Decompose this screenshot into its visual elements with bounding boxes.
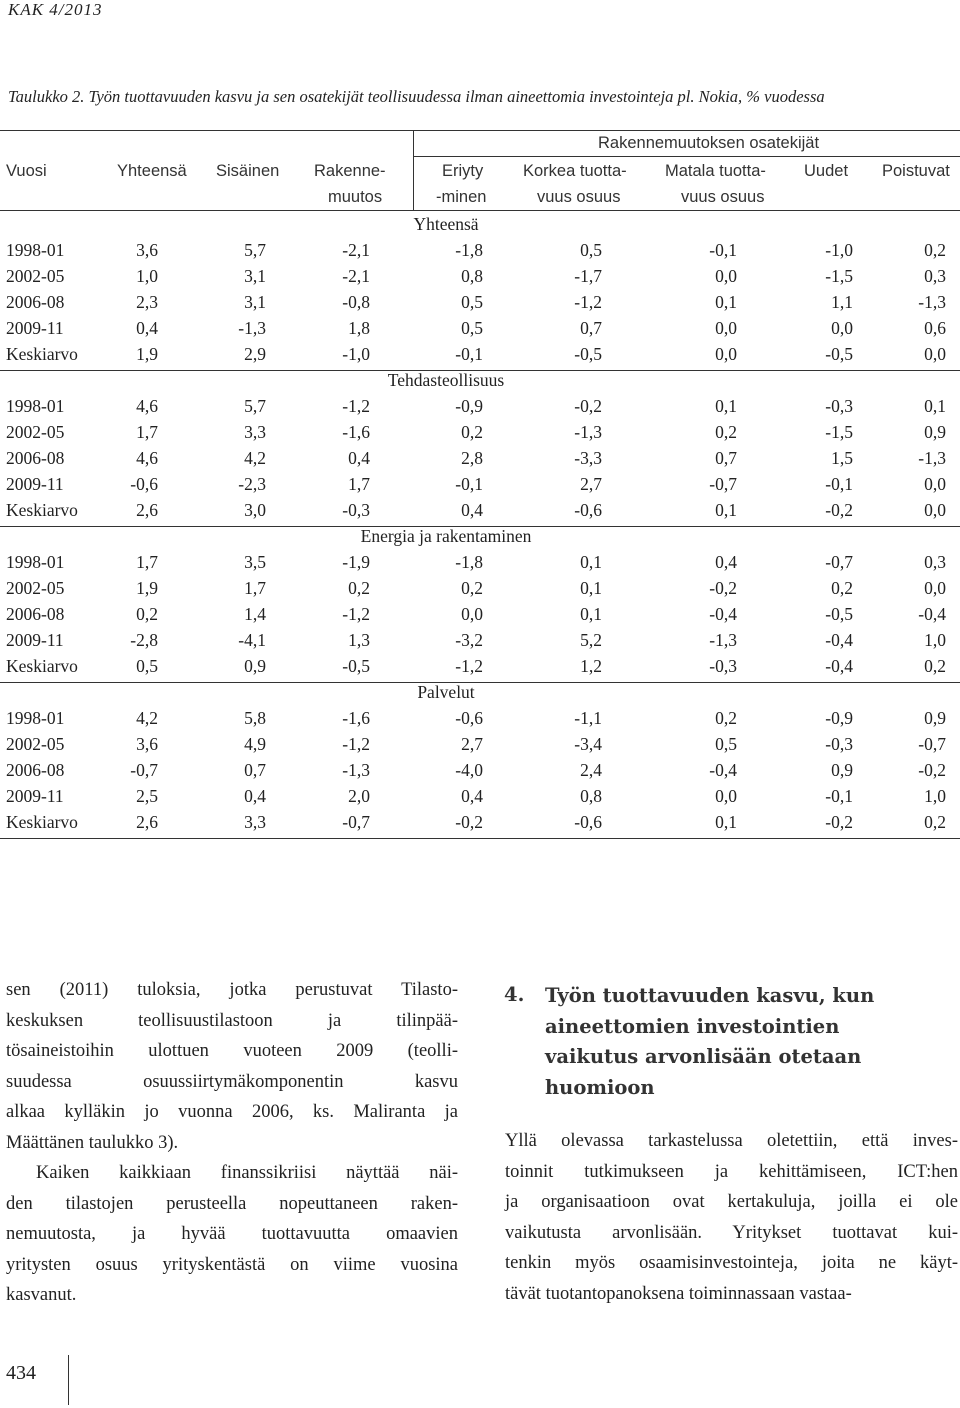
table-cell: 0,2 — [461, 578, 483, 598]
table-cell: -0,5 — [825, 604, 853, 624]
header-divider — [413, 130, 414, 210]
table-cell: -0,1 — [825, 786, 853, 806]
section-title: Energia ja rakentaminen — [360, 526, 532, 546]
table-cell: 1,9 — [136, 344, 158, 364]
text-line: toinnit tutkimukseen ja kehittämiseen, ICT:hen — [505, 1161, 958, 1182]
table-cell: 5,2 — [580, 630, 602, 650]
table-cell: -0,5 — [574, 344, 602, 364]
table-cell: 0,9 — [244, 656, 266, 676]
section-title: Tehdasteollisuus — [387, 370, 505, 390]
table-cell: -0,4 — [825, 630, 853, 650]
table-cell: 0,8 — [580, 786, 602, 806]
table-cell: 2,6 — [136, 812, 158, 832]
table-cell: 0,0 — [715, 786, 737, 806]
table-cell: 1,7 — [136, 422, 158, 442]
text-line: yritysten osuus yrityskentästä on viime vuosina — [6, 1254, 458, 1275]
table-cell: 0,1 — [924, 396, 946, 416]
right-text-column — [505, 1126, 958, 1309]
table-cell: 3,6 — [136, 734, 158, 754]
section-number: 4. — [504, 983, 525, 1006]
row-label: 2002-05 — [6, 578, 65, 598]
table-cell: -1,0 — [825, 240, 853, 260]
table-cell: 0,2 — [348, 578, 370, 598]
table-cell: 0,2 — [715, 708, 737, 728]
section-heading — [545, 981, 960, 1103]
row-label: 2002-05 — [6, 734, 65, 754]
table-cell: 1,1 — [831, 292, 853, 312]
table-cell: -0,4 — [709, 760, 737, 780]
table-cell: -2,8 — [130, 630, 158, 650]
text-line: vaikutusta arvonlisään. Yritykset tuottavat kui- — [505, 1222, 958, 1243]
table-cell: -4,1 — [238, 630, 266, 650]
table-cell: 0,4 — [348, 448, 370, 468]
table-cell: 5,7 — [244, 396, 266, 416]
table-cell: 2,5 — [136, 786, 158, 806]
table-cell: 1,5 — [831, 448, 853, 468]
text-line: nemuutosta, ja hyvää tuottavuutta omaavien — [6, 1224, 458, 1244]
section-rule — [0, 838, 960, 839]
table-cell: 0,6 — [924, 318, 946, 338]
table-cell: 3,3 — [244, 812, 266, 832]
text-line: ja organisaatioon ovat kertakuluja, joilla ei ole — [505, 1192, 958, 1212]
row-label: 2006-08 — [6, 448, 65, 468]
table-cell: -1,3 — [238, 318, 266, 338]
row-label: Keskiarvo — [6, 812, 78, 832]
table-top-rule — [0, 130, 960, 131]
table-cell: -1,2 — [342, 734, 370, 754]
table-cell: 0,4 — [244, 786, 266, 806]
col-sisainen: Sisäinen — [216, 162, 280, 180]
table-cell: 0,1 — [715, 500, 737, 520]
table-cell: 3,1 — [244, 266, 266, 286]
table-cell: 2,9 — [244, 344, 266, 364]
row-label: 2009-11 — [6, 630, 64, 650]
table-cell: 0,2 — [715, 422, 737, 442]
table-cell: -1,9 — [342, 552, 370, 572]
table-cell: -0,2 — [918, 760, 946, 780]
text-line: tävät tuotantopanoksena toiminnassaan vastaa- — [505, 1283, 852, 1304]
row-label: Keskiarvo — [6, 344, 78, 364]
row-label: Keskiarvo — [6, 500, 78, 520]
table-cell: -1,5 — [825, 422, 853, 442]
table-cell: 3,3 — [244, 422, 266, 442]
table-cell: 0,1 — [580, 552, 602, 572]
table-cell: 2,4 — [580, 760, 602, 780]
table-cell: 3,1 — [244, 292, 266, 312]
table-cell: -1,5 — [825, 266, 853, 286]
text-line: Kaiken kaikkiaan finanssikriisi näyttää näi- — [36, 1163, 458, 1183]
table-cell: -1,2 — [342, 604, 370, 624]
table-cell: 1,0 — [924, 630, 946, 650]
page-number-rule — [68, 1355, 69, 1405]
table-cell: 1,0 — [136, 266, 158, 286]
table-cell: 4,2 — [244, 448, 266, 468]
table-cell: 4,6 — [136, 396, 158, 416]
table-cell: -4,0 — [455, 760, 483, 780]
table-cell: 0,4 — [136, 318, 158, 338]
table-cell: -0,3 — [709, 656, 737, 676]
table-cell: 0,7 — [580, 318, 602, 338]
row-label: 2009-11 — [6, 786, 64, 806]
table-cell: -0,1 — [709, 240, 737, 260]
page-number: 434 — [6, 1362, 36, 1384]
table-cell: -2,3 — [238, 474, 266, 494]
table-cell: 2,6 — [136, 500, 158, 520]
table-cell: 2,8 — [461, 448, 483, 468]
table-cell: -1,1 — [574, 708, 602, 728]
table-cell: -1,2 — [574, 292, 602, 312]
table-cell: -0,6 — [574, 500, 602, 520]
table-cell: -2,1 — [342, 266, 370, 286]
table-cell: -0,6 — [130, 474, 158, 494]
table-cell: -0,2 — [825, 812, 853, 832]
text-line: keskuksen teollisuustilastoon ja tilinpää- — [6, 1010, 458, 1031]
table-cell: 0,8 — [461, 266, 483, 286]
table-cell: 0,9 — [924, 708, 946, 728]
table-cell: -0,4 — [709, 604, 737, 624]
table-cell: -1,3 — [709, 630, 737, 650]
table-cell: 0,4 — [461, 500, 483, 520]
table-cell: 0,1 — [580, 604, 602, 624]
table-cell: 0,5 — [461, 318, 483, 338]
col-uudet: Uudet — [804, 162, 849, 180]
table-cell: -0,7 — [709, 474, 737, 494]
table-cell: -0,7 — [918, 734, 946, 754]
table-cell: -0,2 — [455, 812, 483, 832]
table-cell: -0,6 — [455, 708, 483, 728]
table-cell: 2,0 — [348, 786, 370, 806]
table-cell: 0,1 — [715, 396, 737, 416]
group-header-rule — [413, 156, 960, 157]
table-cell: -3,2 — [455, 630, 483, 650]
table-cell: 0,1 — [715, 292, 737, 312]
col-matala-line2: vuus osuus — [681, 188, 765, 206]
col-matala-line1: Matala tuotta- — [665, 162, 766, 180]
table-cell: 0,0 — [715, 344, 737, 364]
table-cell: 4,6 — [136, 448, 158, 468]
col-eriyty-line2: -minen — [436, 188, 487, 206]
table-cell: 1,7 — [348, 474, 370, 494]
table-cell: 1,4 — [244, 604, 266, 624]
table-cell: 0,7 — [244, 760, 266, 780]
table-cell: 0,2 — [924, 240, 946, 260]
table-cell: 0,0 — [924, 474, 946, 494]
table-cell: -0,5 — [342, 656, 370, 676]
table-cell: -1,3 — [918, 448, 946, 468]
table-cell: 3,6 — [136, 240, 158, 260]
row-label: 2002-05 — [6, 422, 65, 442]
table-cell: -0,1 — [455, 344, 483, 364]
section-title: Palvelut — [417, 682, 475, 702]
heading-line: aineettomien investointien — [545, 1014, 840, 1038]
row-label: 1998-01 — [6, 240, 65, 260]
table-cell: 0,5 — [580, 240, 602, 260]
left-paragraph-1 — [6, 975, 458, 1158]
table-cell: -0,2 — [709, 578, 737, 598]
table-cell: -1,3 — [574, 422, 602, 442]
table-cell: 1,7 — [244, 578, 266, 598]
table-cell: 4,9 — [244, 734, 266, 754]
table-cell: 1,3 — [348, 630, 370, 650]
table-cell: 0,3 — [924, 552, 946, 572]
row-label: 1998-01 — [6, 552, 65, 572]
table-cell: 0,0 — [715, 318, 737, 338]
col-korkea-line2: vuus osuus — [537, 188, 621, 206]
table-cell: -1,3 — [342, 760, 370, 780]
table-cell: 1,0 — [924, 786, 946, 806]
row-label: 2006-08 — [6, 292, 65, 312]
col-vuosi: Vuosi — [6, 162, 47, 180]
table-cell: 3,0 — [244, 500, 266, 520]
table-cell: -0,5 — [825, 344, 853, 364]
table-cell: -0,2 — [825, 500, 853, 520]
text-line: Yllä olevassa tarkastelussa oletettiin, että inves- — [505, 1131, 958, 1151]
table-cell: -1,8 — [455, 240, 483, 260]
row-label: 1998-01 — [6, 396, 65, 416]
col-yhteensa: Yhteensä — [117, 162, 187, 180]
heading-line: Työn tuottavuuden kasvu, kun — [545, 984, 875, 1007]
text-line: tösaineistoihin ulottuen vuoteen 2009 (teolli- — [6, 1041, 458, 1061]
row-label: 2009-11 — [6, 318, 64, 338]
table-cell: 0,2 — [461, 422, 483, 442]
table-cell: 0,0 — [831, 318, 853, 338]
table-cell: 0,0 — [924, 578, 946, 598]
table-cell: 1,7 — [136, 552, 158, 572]
table-cell: 0,7 — [715, 448, 737, 468]
table-cell: -0,3 — [825, 396, 853, 416]
row-label: 1998-01 — [6, 708, 65, 728]
table-cell: 0,0 — [461, 604, 483, 624]
table-cell: 0,2 — [136, 604, 158, 624]
table-caption: Taulukko 2. Työn tuottavuuden kasvu ja sen osatekijät teollisuudessa ilman aineettomia investointeja pl. Nokia, % vuodessa — [8, 87, 825, 106]
group-header: Rakennemuutoksen osatekijät — [598, 134, 820, 152]
table-cell: 0,5 — [136, 656, 158, 676]
row-label: 2006-08 — [6, 604, 65, 624]
table-cell: -3,3 — [574, 448, 602, 468]
table-cell: 5,8 — [244, 708, 266, 728]
text-line: tenkin myös osaamisinvestointeja, joita ne käyt- — [505, 1253, 958, 1273]
text-line: Määttänen taulukko 3). — [6, 1132, 179, 1153]
table-cell: 1,2 — [580, 656, 602, 676]
section-title: Yhteensä — [413, 214, 479, 234]
table-cell: -1,6 — [342, 422, 370, 442]
table-cell: -1,8 — [455, 552, 483, 572]
table-cell: 2,7 — [580, 474, 602, 494]
table-cell: 0,5 — [715, 734, 737, 754]
table-cell: -0,3 — [825, 734, 853, 754]
table-cell: 0,0 — [924, 344, 946, 364]
header-bottom-rule — [0, 210, 960, 211]
row-label: Keskiarvo — [6, 656, 78, 676]
text-line: den tilastojen perusteella nopeuttaneen raken- — [6, 1193, 458, 1214]
table-cell: -0,3 — [342, 500, 370, 520]
table-cell: -0,8 — [342, 292, 370, 312]
left-text-column — [6, 975, 458, 1311]
table-cell: -1,7 — [574, 266, 602, 286]
table-cell: 0,4 — [715, 552, 737, 572]
text-line: kasvanut. — [6, 1285, 77, 1305]
table-cell: 0,4 — [461, 786, 483, 806]
table-cell: -0,7 — [342, 812, 370, 832]
col-eriyty-line1: Eriyty — [442, 162, 484, 180]
table-cell: 0,5 — [461, 292, 483, 312]
table-cell: 1,9 — [136, 578, 158, 598]
table-cell: 0,3 — [924, 266, 946, 286]
text-line: suudessa osuussiirtymäkomponentin kasvu — [6, 1071, 458, 1092]
table-cell: 0,9 — [924, 422, 946, 442]
table-cell: 4,2 — [136, 708, 158, 728]
text-line: sen (2011) tuloksia, jotka perustuvat Tilasto- — [6, 980, 458, 1000]
table-cell: 0,0 — [924, 500, 946, 520]
section-rule — [0, 682, 960, 683]
table-cell: -0,4 — [825, 656, 853, 676]
table-cell: -1,0 — [342, 344, 370, 364]
col-rakenne-line2: muutos — [328, 188, 383, 206]
table-cell: 0,1 — [715, 812, 737, 832]
table-cell: -0,4 — [918, 604, 946, 624]
row-label: 2002-05 — [6, 266, 65, 286]
left-paragraph-2 — [6, 1158, 458, 1311]
running-head: KAK 4/2013 — [8, 0, 103, 19]
table-cell: 0,1 — [580, 578, 602, 598]
col-rakenne-line1: Rakenne- — [314, 162, 386, 180]
table-cell: -0,9 — [825, 708, 853, 728]
table-cell: -0,1 — [455, 474, 483, 494]
table-cell: 0,2 — [924, 656, 946, 676]
table-cell: -1,2 — [342, 396, 370, 416]
col-korkea-line1: Korkea tuotta- — [523, 162, 627, 180]
table-cell: -0,1 — [825, 474, 853, 494]
col-poistuvat: Poistuvat — [882, 162, 950, 180]
table-cell: 3,5 — [244, 552, 266, 572]
table-cell: -1,6 — [342, 708, 370, 728]
row-label: 2006-08 — [6, 760, 65, 780]
table-cell: -2,1 — [342, 240, 370, 260]
right-paragraph-1 — [505, 1126, 958, 1309]
heading-line: vaikutus arvonlisään otetaan — [545, 1045, 862, 1068]
table-cell: -0,6 — [574, 812, 602, 832]
heading-line: huomioon — [545, 1075, 655, 1099]
row-label: 2009-11 — [6, 474, 64, 494]
table-cell: -3,4 — [574, 734, 602, 754]
table-cell: -0,2 — [574, 396, 602, 416]
text-line: alkaa kylläkin jo vuonna 2006, ks. Maliranta ja — [6, 1102, 458, 1122]
table-cell: 2,3 — [136, 292, 158, 312]
table-cell: 2,7 — [461, 734, 483, 754]
table-cell: 0,0 — [715, 266, 737, 286]
table-cell: 0,2 — [831, 578, 853, 598]
table-cell: -0,9 — [455, 396, 483, 416]
table-cell: 0,9 — [831, 760, 853, 780]
table-cell: -1,2 — [455, 656, 483, 676]
table-cell: 1,8 — [348, 318, 370, 338]
table-cell: 5,7 — [244, 240, 266, 260]
table-cell: -1,3 — [918, 292, 946, 312]
table-cell: -0,7 — [130, 760, 158, 780]
table-cell: -0,7 — [825, 552, 853, 572]
table-cell: 0,2 — [924, 812, 946, 832]
